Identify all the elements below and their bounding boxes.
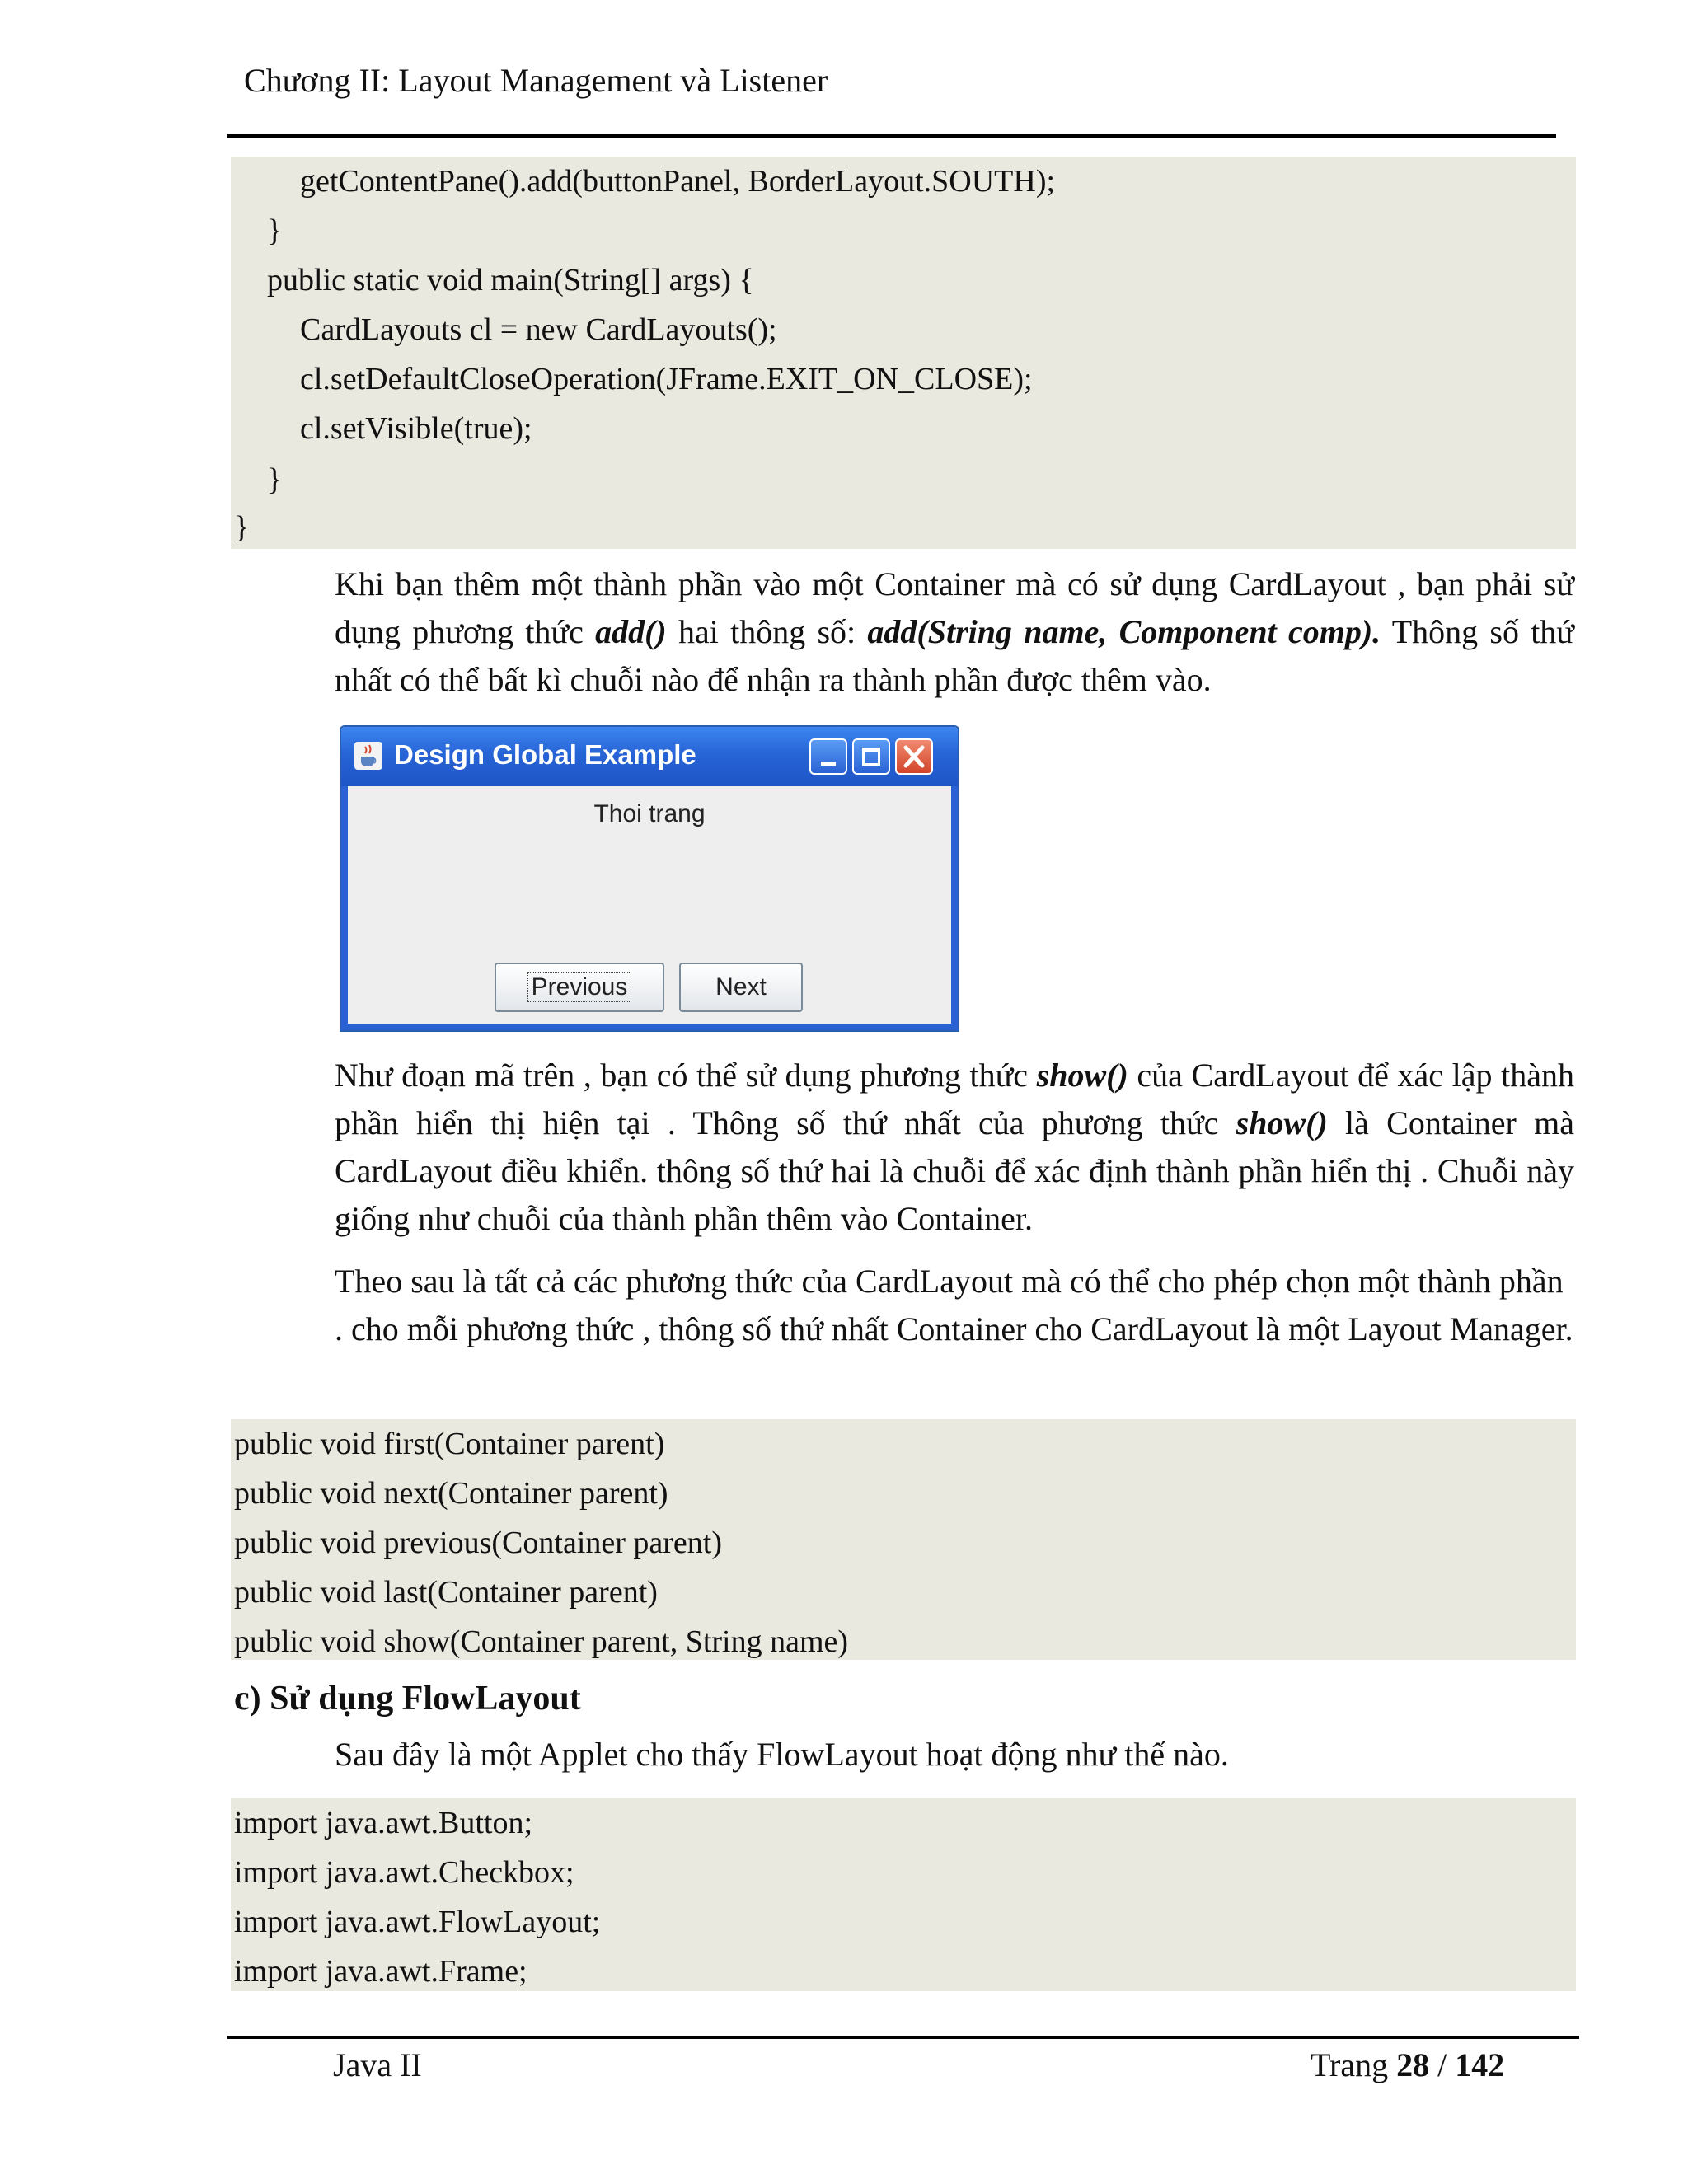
code-line: public void first(Container parent) xyxy=(234,1427,665,1461)
window-border-bottom xyxy=(341,1024,958,1030)
page-total: 142 xyxy=(1455,2046,1505,2083)
code-line: public void show(Container parent, String name) xyxy=(234,1624,849,1659)
text: Như đoạn mã trên , bạn có thể sử dụng phương thức xyxy=(335,1057,1037,1094)
next-button[interactable] xyxy=(679,963,803,1012)
previous-button-label: Previous xyxy=(528,972,632,1002)
code-block-3 xyxy=(231,1798,1576,1991)
text: của CardLayout để xác lập thành phần hiển thị hiện tại . Thông số thứ nhất của phương thức xyxy=(335,1057,1574,1141)
code-line: cl.setVisible(true); xyxy=(300,411,532,446)
next-button-label: Next xyxy=(715,973,767,1001)
code-line: import java.awt.Checkbox; xyxy=(234,1855,574,1890)
paragraph-show-method xyxy=(234,1052,1574,1243)
code-ref-add: add() xyxy=(595,613,667,650)
text: Theo sau là tất cả các phương thức của CardLayout mà có thể cho phép chọn một thành phần . cho mỗi phương thức , thông số thứ nhất Container cho CardLayout là một Layout Manager. xyxy=(335,1263,1573,1347)
code-line: import java.awt.Frame; xyxy=(234,1954,528,1989)
footer-course: Java II xyxy=(333,2046,422,2083)
code-line: import java.awt.FlowLayout; xyxy=(234,1905,601,1939)
code-ref-add-signature: add(String name, Component comp). xyxy=(867,613,1381,650)
code-line: getContentPane().add(buttonPanel, BorderLayout.SOUTH); xyxy=(300,164,1056,199)
footer-rule xyxy=(227,2036,1579,2039)
card-label: Thoi trang xyxy=(593,800,706,827)
page-current: 28 xyxy=(1396,2046,1430,2083)
paragraph-cardlayout-methods xyxy=(234,1258,1574,1353)
code-block-2 xyxy=(231,1419,1576,1660)
close-icon[interactable] xyxy=(895,738,933,775)
text: Khi bạn thêm một thành phần vào một Container mà có sử dụng CardLayout , bạn phải sử dụng phương thức xyxy=(335,565,1574,650)
code-line: cl.setDefaultCloseOperation(JFrame.EXIT_ON_CLOSE); xyxy=(300,362,1033,396)
code-line: } xyxy=(267,462,283,497)
paragraph-add-method xyxy=(234,560,1574,704)
code-line: public void last(Container parent) xyxy=(234,1575,658,1610)
code-ref-show: show() xyxy=(1236,1104,1328,1141)
design-global-window xyxy=(340,725,959,1032)
code-line: CardLayouts cl = new CardLayouts(); xyxy=(300,312,777,347)
section-heading: c) Sử dụng FlowLayout xyxy=(234,1680,581,1718)
java-cup-icon xyxy=(354,742,382,770)
maximize-icon[interactable] xyxy=(852,738,890,775)
text: hai thông số: xyxy=(666,613,868,650)
chapter-title: Chương II: Layout Management và Listener xyxy=(244,62,828,99)
code-block-1 xyxy=(231,157,1576,549)
window-titlebar[interactable] xyxy=(341,727,958,786)
code-line: } xyxy=(234,510,250,545)
header-rule xyxy=(227,134,1556,138)
text: là Container mà CardLayout điều khiển. thông số thứ hai là chuỗi để xác định thành phần hiển thị . Chuỗi này giống như chuỗi của thành phần thêm vào Container. xyxy=(335,1104,1574,1237)
code-line: public static void main(String[] args) { xyxy=(267,263,754,298)
page-prefix: Trang xyxy=(1311,2046,1397,2083)
code-line: public void previous(Container parent) xyxy=(234,1526,723,1560)
code-line: import java.awt.Button; xyxy=(234,1806,533,1840)
section-intro: Sau đây là một Applet cho thấy FlowLayout hoạt động như thế nào. xyxy=(335,1736,1229,1773)
code-line: } xyxy=(267,213,283,248)
minimize-icon[interactable] xyxy=(809,738,847,775)
window-title: Design Global Example xyxy=(394,739,696,770)
text: Thông số thứ nhất có thể bất kì chuỗi nào để nhận ra thành phần được thêm vào. xyxy=(335,613,1574,698)
page-number xyxy=(1311,2042,1504,2088)
code-ref-show: show() xyxy=(1036,1057,1128,1094)
page-separator: / xyxy=(1429,2046,1456,2083)
code-line: public void next(Container parent) xyxy=(234,1476,668,1511)
previous-button[interactable] xyxy=(495,963,664,1012)
